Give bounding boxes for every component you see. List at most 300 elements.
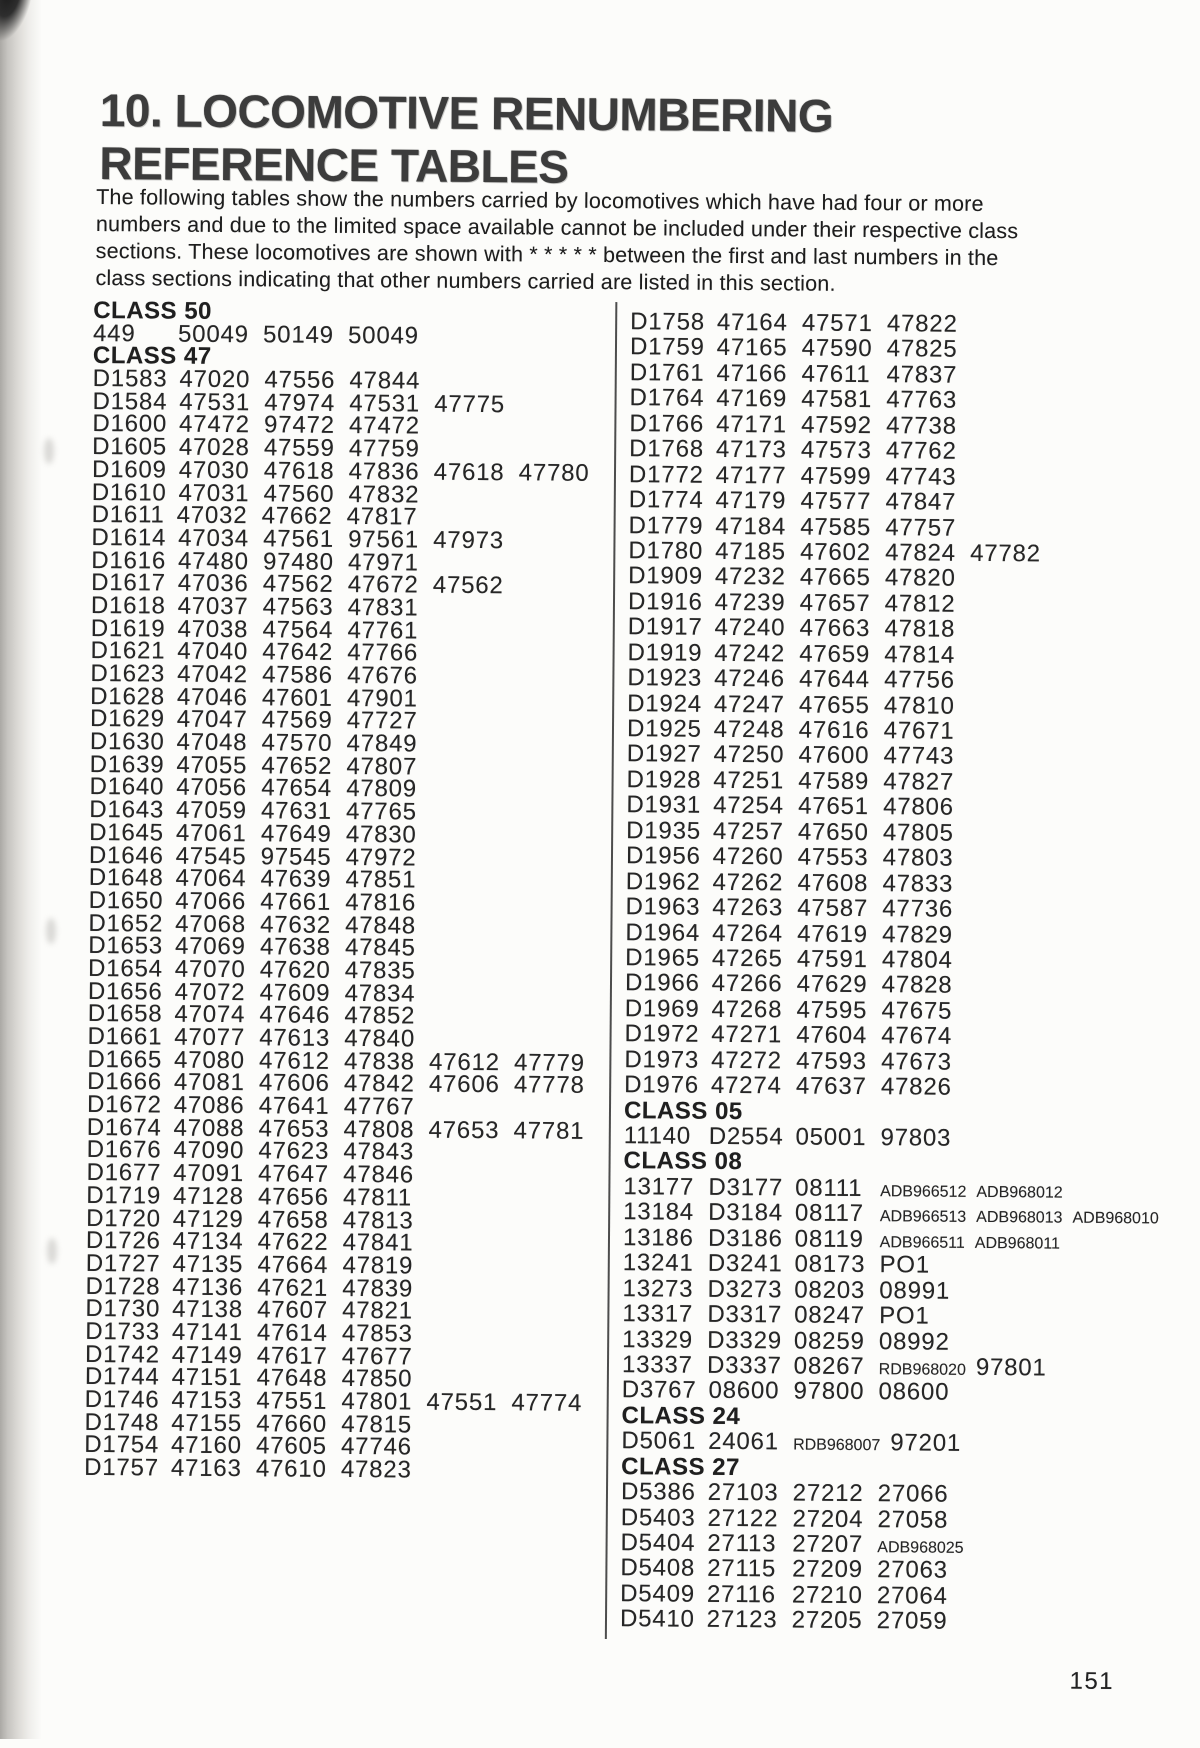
renumber-row: [85, 1249, 598, 1280]
loco-number: 47656: [257, 1183, 329, 1211]
loco-number: 47614: [256, 1319, 328, 1347]
loco-number: 47846: [343, 1161, 415, 1189]
loco-number: 47609: [259, 978, 331, 1007]
loco-number: 47820: [884, 564, 956, 593]
loco-number: 47239: [714, 588, 786, 617]
loco-number: 47153: [171, 1386, 243, 1415]
loco-number: 47138: [172, 1295, 244, 1324]
loco-number: 47591: [796, 945, 868, 973]
loco-number: D1646: [88, 841, 164, 870]
renumber-row: [620, 1606, 1166, 1636]
loco-number: D1656: [87, 977, 163, 1006]
loco-number: 47556: [264, 366, 336, 394]
loco-number: 47822: [886, 310, 958, 338]
loco-number: D1639: [89, 750, 165, 779]
loco-number: 50149: [262, 320, 334, 349]
loco-number: 47812: [884, 589, 956, 618]
loco-number: 47246: [714, 664, 785, 693]
loco-number: 47618: [263, 457, 335, 485]
loco-number: 47736: [882, 895, 954, 923]
loco-number: 13186: [622, 1223, 694, 1252]
loco-number: 47593: [796, 1047, 867, 1075]
departmental-number: ADB968013: [976, 1209, 1063, 1227]
loco-number: D1658: [87, 1000, 163, 1028]
loco-number: 449: [92, 319, 136, 347]
loco-number: D1780: [628, 537, 704, 565]
loco-number: 47250: [713, 741, 785, 769]
loco-number: 47819: [342, 1251, 414, 1280]
loco-number: 47185: [715, 537, 786, 566]
loco-number: 47662: [261, 502, 333, 531]
loco-number: 47577: [800, 487, 872, 516]
loco-number: D1924: [627, 689, 703, 718]
loco-number: 97472: [264, 411, 335, 440]
loco-number: D1757: [84, 1453, 160, 1482]
loco-number: 47832: [348, 480, 420, 509]
loco-number: 08119: [794, 1225, 864, 1253]
loco-number: 97545: [260, 842, 332, 871]
loco-number: 47247: [713, 690, 785, 718]
loco-number: D1963: [625, 893, 701, 921]
loco-number: 47774: [511, 1389, 583, 1417]
loco-number: D1676: [86, 1136, 162, 1164]
loco-number: 27115: [707, 1555, 777, 1583]
loco-number: 47587: [797, 894, 869, 923]
loco-number: D1744: [84, 1363, 160, 1391]
loco-number: 47091: [173, 1159, 245, 1188]
class-header: CLASS 50: [93, 296, 213, 325]
loco-number: D1643: [89, 796, 165, 824]
loco-number: 47803: [882, 844, 954, 872]
loco-number: 47972: [345, 843, 417, 872]
loco-number: 47839: [342, 1274, 414, 1303]
loco-number: D1728: [85, 1272, 161, 1301]
loco-number: 47848: [345, 911, 417, 940]
loco-number: 47251: [713, 766, 785, 795]
loco-number: D3337: [706, 1351, 782, 1380]
loco-number: 47743: [885, 462, 957, 491]
loco-number: D1754: [84, 1431, 160, 1459]
loco-number: D1677: [86, 1159, 162, 1187]
loco-number: 47081: [173, 1068, 245, 1097]
loco-number: 47592: [801, 411, 872, 439]
loco-number: 47129: [172, 1205, 244, 1233]
loco-number: 47240: [714, 614, 786, 642]
loco-number: 47654: [261, 774, 333, 803]
loco-number: 47813: [342, 1206, 414, 1234]
loco-number: 27207: [792, 1530, 864, 1559]
loco-number: 97201: [890, 1429, 962, 1458]
loco-number: 47164: [716, 308, 788, 337]
loco-number: D1917: [627, 613, 703, 641]
loco-number: 27066: [877, 1480, 949, 1508]
loco-number: 47849: [346, 730, 418, 758]
loco-number: D1674: [86, 1113, 162, 1142]
loco-number: 47184: [715, 512, 787, 540]
loco-number: 13177: [623, 1173, 695, 1201]
loco-number: 47561: [263, 525, 335, 553]
loco-number: D1772: [628, 460, 704, 489]
loco-number: 47806: [883, 793, 954, 822]
loco-number: 47661: [260, 888, 332, 916]
loco-number: 27210: [791, 1581, 863, 1609]
loco-number: D1645: [89, 818, 165, 847]
loco-number: 47563: [262, 593, 334, 621]
loco-number: D1779: [628, 511, 704, 540]
loco-number: 47644: [799, 665, 870, 694]
loco-number: 47559: [263, 434, 335, 462]
loco-number: 27122: [707, 1504, 779, 1532]
loco-number: 47613: [259, 1024, 331, 1052]
loco-number: 47816: [345, 888, 417, 917]
loco-number: 47069: [174, 932, 246, 961]
loco-number: D3184: [708, 1199, 784, 1227]
loco-number: 47141: [171, 1318, 243, 1347]
loco-number: 47037: [177, 592, 249, 621]
loco-number: 47056: [176, 774, 248, 802]
right-column: [620, 309, 1176, 1636]
loco-number: 08259: [793, 1326, 865, 1355]
loco-number: 08111: [795, 1174, 863, 1202]
left-column: [84, 296, 605, 1484]
loco-number: 47782: [970, 539, 1041, 568]
loco-number: 47553: [797, 843, 869, 872]
loco-number: 08173: [794, 1250, 866, 1279]
loco-number: D1966: [624, 969, 700, 998]
loco-number: 47623: [258, 1137, 330, 1166]
loco-number: 47265: [711, 944, 783, 973]
loco-number: 27209: [792, 1555, 863, 1584]
loco-number: 27205: [791, 1606, 863, 1635]
intro-line: The following tables show the numbers carried by locomotives which have had four or more: [96, 184, 984, 216]
loco-number: 47639: [260, 865, 332, 894]
loco-number: 47642: [262, 638, 334, 667]
loco-number: 47531: [349, 389, 421, 418]
page-title: [99, 84, 833, 196]
loco-number: 47621: [257, 1273, 329, 1302]
loco-number: D1909: [628, 562, 704, 591]
loco-number: D1661: [87, 1022, 163, 1051]
loco-number: D1653: [88, 932, 164, 960]
page-number: 151: [1069, 1667, 1115, 1696]
loco-number: 47581: [801, 385, 873, 414]
loco-number: D1618: [90, 591, 166, 620]
loco-number: 47778: [513, 1071, 585, 1100]
loco-number: D1916: [627, 587, 703, 616]
loco-number: 05001: [795, 1123, 867, 1152]
loco-number: 47268: [711, 995, 783, 1024]
loco-number: 47817: [346, 503, 418, 531]
loco-number: 47260: [712, 843, 784, 871]
loco-number: 47823: [340, 1455, 412, 1484]
loco-number: 47674: [881, 1022, 953, 1050]
loco-number: 47571: [801, 309, 873, 338]
loco-number: 47612: [259, 1046, 330, 1075]
loco-number: D1730: [85, 1295, 161, 1323]
loco-number: 47828: [881, 971, 953, 1000]
loco-number: 47605: [255, 1432, 327, 1461]
loco-number: 47652: [261, 752, 333, 780]
loco-number: D3177: [708, 1173, 784, 1202]
loco-number: 47807: [346, 752, 418, 781]
loco-number: 13184: [623, 1198, 695, 1227]
loco-number: 47254: [713, 792, 784, 820]
loco-number: D1727: [85, 1249, 161, 1278]
loco-number: D1672: [86, 1090, 162, 1119]
loco-number: 47658: [257, 1205, 329, 1234]
loco-number: 47804: [881, 946, 953, 974]
loco-number: 47040: [177, 637, 249, 666]
loco-number: D1654: [87, 954, 163, 983]
loco-number: 47046: [176, 683, 248, 711]
renumber-row: [621, 1479, 1167, 1509]
loco-number: 47055: [176, 751, 248, 779]
loco-number: 47601: [261, 683, 333, 712]
loco-number: 47805: [882, 818, 954, 847]
loco-number: 47135: [172, 1250, 244, 1279]
loco-number: 47232: [714, 563, 786, 591]
loco-number: 97480: [262, 547, 334, 576]
renumber-row: [625, 1021, 1171, 1051]
departmental-number: RDB968020: [878, 1361, 966, 1379]
loco-number: 47653: [428, 1116, 500, 1144]
renumber-row: [88, 886, 601, 917]
renumber-row: [626, 894, 1172, 924]
loco-number: 47545: [175, 842, 247, 870]
loco-number: D5386: [620, 1478, 696, 1506]
page-title-line1: 10. LOCOMOTIVE RENUMBERING: [99, 84, 834, 142]
loco-number: D1600: [92, 410, 168, 438]
loco-number: 47590: [801, 334, 873, 363]
loco-number: 47971: [347, 548, 419, 577]
loco-number: D1746: [84, 1385, 160, 1414]
loco-number: 13337: [621, 1351, 693, 1379]
class-header: CLASS 08: [623, 1147, 743, 1176]
loco-number: 47163: [170, 1454, 242, 1483]
loco-number: 47090: [173, 1137, 245, 1165]
loco-number: 27103: [707, 1478, 779, 1507]
loco-number: 47811: [342, 1183, 413, 1212]
loco-number: D1583: [92, 365, 168, 393]
loco-number: 47672: [347, 571, 419, 599]
loco-number: 47047: [176, 705, 248, 734]
loco-number: 50049: [347, 321, 419, 350]
loco-number: D1964: [625, 918, 701, 947]
loco-number: D1648: [88, 864, 164, 892]
loco-number: 47262: [712, 868, 784, 897]
loco-number: 47257: [712, 817, 784, 846]
loco-number: 47814: [884, 640, 956, 669]
loco-number: 47034: [178, 524, 250, 553]
renumber-row: [89, 818, 601, 849]
loco-number: D5404: [620, 1529, 696, 1557]
loco-number: 97800: [793, 1377, 865, 1406]
renumber-row: [628, 614, 1174, 644]
loco-number: 47074: [174, 1000, 246, 1029]
loco-number: D1925: [626, 715, 702, 743]
loco-number: 13317: [622, 1300, 694, 1328]
renumber-row: [627, 665, 1173, 695]
loco-number: 13329: [622, 1325, 694, 1354]
loco-number: 47020: [179, 365, 251, 394]
loco-number: 47838: [344, 1047, 415, 1076]
loco-number: D1927: [626, 740, 702, 769]
intro-line: class sections indicating that other numbers carried are listed in this section.: [95, 265, 836, 296]
loco-number: 47653: [258, 1115, 330, 1143]
loco-number: D1973: [624, 1045, 700, 1074]
loco-number: 47671: [883, 717, 955, 745]
loco-number: 47472: [179, 411, 250, 439]
loco-number: 47647: [258, 1160, 330, 1188]
loco-number: D5403: [620, 1503, 696, 1532]
loco-number: 47618: [433, 458, 505, 487]
loco-number: 47569: [261, 706, 333, 735]
departmental-number: ADB968012: [976, 1183, 1063, 1202]
renumber-row: [626, 843, 1172, 873]
loco-number: 47562: [262, 570, 334, 599]
loco-number: 47072: [174, 978, 246, 1006]
renumber-row: [622, 1301, 1168, 1331]
renumber-row: [91, 455, 604, 487]
loco-number: D1748: [84, 1408, 160, 1437]
loco-number: 47852: [344, 1002, 416, 1030]
loco-number: 47562: [432, 571, 504, 600]
loco-number: D1652: [88, 909, 164, 938]
loco-number: 47847: [885, 488, 957, 516]
loco-number: 47622: [257, 1228, 329, 1257]
loco-number: 47080: [174, 1046, 245, 1074]
loco-number: D3186: [707, 1224, 783, 1253]
loco-number: 47853: [341, 1319, 413, 1348]
loco-number: 47676: [347, 661, 418, 690]
loco-number: 13241: [622, 1249, 694, 1277]
loco-number: 47763: [886, 386, 958, 415]
loco-number: 47818: [884, 615, 956, 643]
loco-number: 47048: [176, 728, 248, 757]
loco-number: 47610: [255, 1455, 327, 1483]
loco-number: 47480: [177, 547, 249, 575]
loco-number: 08600: [708, 1377, 780, 1405]
departmental-number: ADB966513: [879, 1208, 967, 1227]
loco-number: D1629: [89, 705, 165, 733]
loco-number: 08991: [879, 1276, 951, 1305]
loco-number: D1726: [85, 1227, 161, 1255]
loco-number: 47834: [344, 979, 416, 1008]
loco-number: 47573: [800, 436, 872, 465]
loco-number: 08267: [793, 1352, 865, 1380]
loco-number: 47263: [712, 893, 784, 922]
loco-number: D1719: [86, 1181, 162, 1210]
loco-number: D3317: [707, 1300, 783, 1329]
loco-number: 47840: [344, 1024, 416, 1053]
loco-number: D1619: [90, 614, 166, 643]
loco-number: 47032: [176, 501, 248, 530]
loco-number: 47171: [716, 410, 787, 439]
loco-number: 27113: [707, 1529, 777, 1558]
renumber-row: [86, 1181, 598, 1212]
loco-number: D1720: [86, 1204, 161, 1233]
loco-number: 27123: [706, 1606, 778, 1634]
loco-number: 47612: [429, 1048, 500, 1076]
loco-number: 08992: [878, 1327, 950, 1356]
loco-number: 47835: [344, 956, 416, 985]
class-header: CLASS 47: [92, 342, 212, 371]
loco-number: D3273: [707, 1275, 783, 1304]
loco-number: 47826: [880, 1073, 952, 1101]
loco-number: 47841: [342, 1229, 414, 1257]
loco-number: 47266: [711, 970, 783, 998]
loco-number: 47780: [518, 459, 590, 487]
loco-number: 47756: [884, 666, 955, 694]
loco-number: 47551: [256, 1387, 328, 1415]
loco-number: 47837: [886, 361, 958, 389]
loco-number: 47042: [177, 660, 249, 689]
loco-number: 47620: [259, 956, 331, 984]
loco-number: D1628: [90, 682, 166, 711]
loco-number: 47036: [177, 569, 249, 598]
loco-number: 47560: [263, 479, 335, 508]
loco-number: 27064: [876, 1582, 948, 1610]
loco-number: 47675: [881, 996, 953, 1025]
loco-number: 47166: [716, 359, 788, 388]
loco-number: 47657: [799, 589, 871, 617]
loco-number: D1919: [627, 638, 703, 667]
class-header: CLASS 27: [621, 1452, 741, 1481]
class-header: CLASS 05: [623, 1096, 743, 1125]
loco-number: 47649: [260, 820, 332, 848]
loco-number: 47843: [343, 1138, 415, 1166]
renumber-row: [84, 1453, 596, 1484]
loco-number: 47632: [260, 910, 332, 939]
loco-number: 27212: [792, 1479, 864, 1508]
loco-number: 27058: [877, 1505, 949, 1534]
loco-number: 47775: [434, 390, 506, 418]
loco-number: 47631: [260, 797, 332, 825]
loco-number: 47551: [426, 1388, 498, 1417]
class-header: CLASS 24: [621, 1401, 741, 1430]
loco-number: 47663: [799, 614, 871, 643]
loco-number: 47173: [715, 436, 787, 464]
loco-number: 47665: [799, 563, 871, 592]
loco-number: D1665: [87, 1045, 163, 1074]
loco-number: 47851: [345, 866, 417, 894]
loco-number: 47646: [259, 1001, 331, 1030]
loco-number: D1617: [91, 569, 166, 597]
loco-number: 47655: [798, 691, 870, 719]
loco-number: 47077: [174, 1023, 246, 1052]
loco-number: D1584: [92, 387, 168, 416]
loco-number: 47727: [346, 707, 418, 735]
loco-number: D1609: [91, 455, 167, 484]
loco-number: 47738: [886, 411, 957, 440]
loco-number: 47607: [257, 1296, 329, 1325]
loco-number: 47762: [885, 437, 957, 465]
loco-number: 47248: [713, 715, 785, 744]
loco-number: 47264: [712, 919, 783, 947]
loco-number: D1666: [87, 1068, 163, 1096]
loco-number: 97801: [975, 1353, 1047, 1382]
loco-number: 47086: [173, 1091, 245, 1120]
loco-number: D1962: [625, 867, 701, 896]
loco-number: 47586: [262, 661, 334, 689]
loco-number: 47608: [797, 869, 869, 897]
loco-number: 47831: [347, 593, 419, 622]
loco-number: D1928: [626, 766, 702, 794]
loco-number: D1605: [92, 433, 168, 461]
loco-number: 24061: [708, 1428, 779, 1456]
loco-number: D1630: [89, 728, 165, 756]
loco-number: 47160: [170, 1431, 242, 1460]
